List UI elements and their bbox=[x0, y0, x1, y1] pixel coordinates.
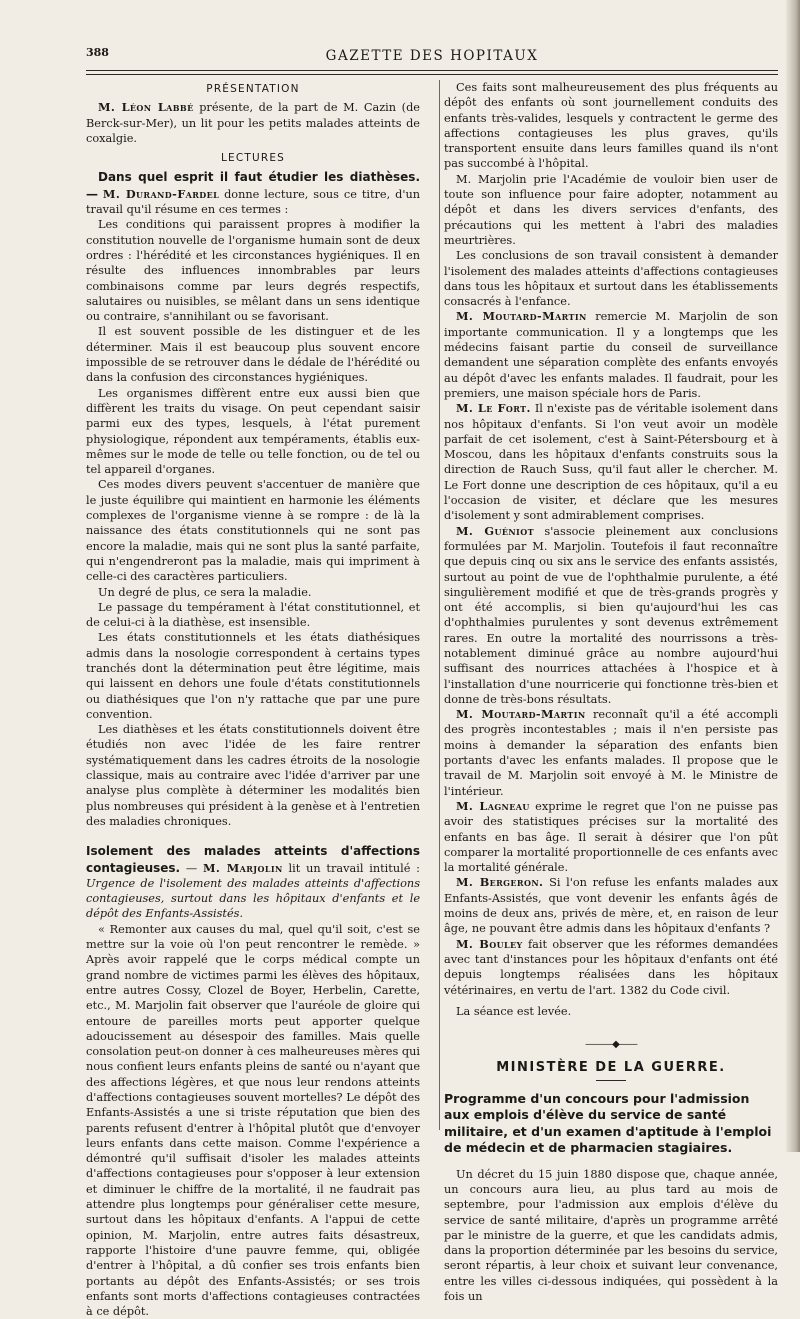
paragraph: Les diathèses et les états constitutionnels doivent être étudiés non avec l'idée de les faire rentrer systématiquement dans les cadres étroits de la nosologie classique, mais au contraire avec l'idée d'arriver par une analyse plus complète à déterminer les modalités bien plus nombreuses qui président à la genèse et à l'entretien des maladies chroniques. bbox=[86, 723, 420, 828]
paragraph-bergeron bbox=[444, 875, 778, 936]
paragraph-text: présente, de la part de M. Cazin (de Berck-sur-Mer), un lit pour les petits malades atteints de coxalgie. bbox=[86, 101, 420, 145]
speaker-name: M. Bergeron. bbox=[456, 875, 544, 890]
paragraph: Il est souvent possible de les distinguer et de les déterminer. Mais il est beaucoup plus souvent encore impossible de se retrouver dans le dédale de l'hérédité ou dans la confusion des circonstances hygiéniques. bbox=[86, 325, 420, 385]
section-title-presentation: PRÉSENTATION bbox=[206, 83, 300, 95]
right-column bbox=[444, 80, 778, 1304]
short-rule bbox=[596, 1080, 626, 1081]
paragraph-gueniot bbox=[444, 524, 778, 708]
header-rule-thin bbox=[86, 74, 778, 75]
paragraph-presentation bbox=[86, 100, 420, 146]
article-heading: Dans quel esprit il faut étudier les diathèses. — bbox=[86, 170, 420, 201]
left-column bbox=[86, 80, 420, 1319]
paragraph-text: Il n'existe pas de véritable isolement dans nos hôpitaux d'enfants. Si l'on veut avoir un modèle parfait de cet isolement, c'est à Saint-Pétersbourg et à Moscou, dans les hôpitaux d'enfants construits sous la direction de Rauch Suss, qu'il faut aller le chercher. M. Le Fort donne une description de ces hôpitaux, qu'il a eu l'occasion de visiter, et déclare que les mesures d'isolement y sont admirablement comprises. bbox=[444, 402, 778, 523]
paragraph-isolement-intro: Isolement des malades atteints d'affections contagieuses. — M. Marjolin lit un travail intitulé : Urgence de l'isolement des malades atteints d'affections contagieuses, surtout dans les hôpitaux d'enfants et le dépôt des Enfants-Assistés. bbox=[86, 844, 420, 921]
paragraph: « Remonter aux causes du mal, quel qu'il soit, c'est se mettre sur la voie où l'on peut rencontrer le remède. » Après avoir rappelé que le corps médical compte un grand nombre de victimes parmi les élèves des hôpitaux, entre autres Cossy, Clozel de Boyer, Herbelin, Carette, etc., M. Marjolin fait observer que l'auréole de gloire qui entoure de pareilles morts peut apporter quelque adoucissement au désespoir des familles. Mais quelle consolation peut-on donner à ces malheureuses mères qui nous confient leurs enfants pleins de santé ou n'ayant que des affections légères, et que nous leur rendons atteints d'affections contagieuses souvent mortelles? Le dépôt des Enfants-Assistés a une si triste réputation que bien des parents refusent d'entrer à l'hôpital plutôt que d'envoyer leurs enfants dans cette maison. Comme l'expérience a démontré qu'il suffisait d'isoler les malades atteints d'affections contagieuses pour s'opposer à leur extension et diminuer le chiffre de la mortalité, il ne faudrait pas attendre plus longtemps pour généraliser cette mesure, surtout dans les hôpitaux d'enfants. A l'appui de cette opinion, M. Marjolin, entre autres faits désastreux, rapporte l'histoire d'une pauvre femme, qui, obligée d'entrer à l'hôpital, a dû confier ses trois enfants bien portants au dépôt des Enfants-Assistés; or ses trois enfants sont morts d'affections contagieuses contractées à ce dépôt. bbox=[86, 922, 420, 1319]
paragraph: Les conclusions de son travail consistent à demander l'isolement des malades atteints d'affections contagieuses dans tous les hôpitaux et surtout dans les établissements consacrés à l'enfance. bbox=[444, 249, 778, 309]
article-heading: Isolement des malades atteints d'affections contagieuses. bbox=[86, 844, 420, 875]
speaker-name: M. Bouley bbox=[456, 936, 523, 951]
paragraph: Les états constitutionnels et les états diathésiques admis dans la nosologie correspondent à certains types tranchés dont la détermination peut être légitime, mais qui laissent en dehors une foule d'états constitutionnels ou diathésiques que l'on n'y rattache que par une pure convention. bbox=[86, 631, 420, 721]
paragraph: Les conditions qui paraissent propres à modifier la constitution nouvelle de l'organisme humain sont de deux ordres : l'hérédité et les circonstances hygiéniques. Il en résulte des influences innombrables par leurs combinaisons comme par leurs degrés respectifs, salutaires ou nuisibles, se mêlant dans un sens identique ou contraire, s'annihilant ou se favorisant. bbox=[86, 218, 420, 324]
paragraph: Les organismes diffèrent entre eux aussi bien que diffèrent les traits du visage. On peut cependant saisir parmi eux des types, lesquels, à l'état purement physiologique, répondent aux tempéraments, établis eux-mêmes sur le mode de telle ou telle fonction, ou de tel ou tel appareil d'organes. bbox=[86, 386, 420, 477]
paragraph-text: s'associe pleinement aux conclusions formulées par M. Marjolin. Toutefois il faut reconnaître que depuis cinq ou six ans le service des enfants assistés, surtout au point de vue de l'ophthalmie purulente, a été singulièrement modifié et que de très-grands progrès y ont été accomplis, si bien qu'aujourd'hui les cas d'ophthalmies purulentes y sont devenus extrêmement rares. En outre la mortalité des nourrissons a très-notablement diminué grâce au nombre aujourd'hui suffisant des nourrices attachées à l'hospice et à l'installation d'une nourricerie qui fonctionne très-bien et donne de très-bons résultats. bbox=[444, 524, 778, 706]
paragraph-text: reconnaît qu'il a été accompli des progrès incontestables ; mais il n'en persiste pas moins à demander la séparation des enfants bien portants d'avec les enfants malades. Il propose que le travail de M. Marjolin soit envoyé à M. le Ministre de l'intérieur. bbox=[444, 708, 778, 798]
paragraph: Ces modes divers peuvent s'accentuer de manière que le juste équilibre qui maintient en harmonie les éléments complexes de l'organisme vienne à se rompre : de là la naissance des états constitutionnels qui ne sont pas encore la maladie, mais qui ne sont plus la santé parfaite, qui n'engendreront pas la maladie, mais qui impriment à celle-ci des caractères particuliers. bbox=[86, 478, 420, 584]
paragraph-moutard-2 bbox=[444, 707, 778, 799]
page-header bbox=[86, 44, 778, 66]
header-rule bbox=[86, 70, 778, 71]
paragraph-diatheses-intro bbox=[86, 169, 420, 217]
journal-title: GAZETTE DES HOPITAUX bbox=[325, 48, 539, 64]
paragraph-text: Si l'on refuse les enfants malades aux Enfants-Assistés, que vont devenir les enfants âgés de moins de deux ans, privés de mère, et, en raison de leur âge, ne pouvant être admis dans les hôpitaux d'enfants ? bbox=[444, 876, 778, 936]
paragraph: Le passage du tempérament à l'état constitutionnel, et de celui-ci à la diathèse, est insensible. bbox=[86, 600, 420, 630]
speaker-name: M. Léon Labbé bbox=[98, 100, 194, 115]
column-divider bbox=[439, 80, 440, 1130]
paragraph: Ces faits sont malheureusement des plus fréquents au dépôt des enfants où sont journellement conduits des enfants très-valides, lesquels y contractent le germe des affections contagieuses les plus graves, qu'ils transportent ensuite dans leurs familles quand ils n'ont pas succombé à l'hôpital. bbox=[444, 81, 778, 171]
article-title-italic: Urgence de l'isolement des malades atteints d'affections contagieuses, surtout dans les hôpitaux d'enfants et le dépôt des Enfants-Assistés. bbox=[86, 876, 420, 921]
paragraph-moutard bbox=[444, 309, 778, 401]
section-title-lectures: LECTURES bbox=[220, 152, 286, 165]
speaker-name: M. Durand-Fardel bbox=[102, 186, 220, 201]
speaker-name: M. Marjolin bbox=[202, 860, 283, 875]
seance-closing: La séance est levée. bbox=[456, 1004, 572, 1018]
paragraph: Un décret du 15 juin 1880 dispose que, chaque année, un concours aura lieu, au plus tard au mois de septembre, pour l'admission aux emplois d'élève du service de santé militaire, d'après un programme arrêté par le ministre de la guerre, et que les candidats admis, dans la proportion déterminée par les besoins du service, seront répartis, à leur choix et suivant leur convenance, entre les villes ci-dessous indiquées, qui possèdent à la fois un bbox=[444, 1167, 778, 1304]
paragraph-text: donne lecture, sous ce titre, d'un travail qu'il résume en ces termes : bbox=[86, 187, 420, 217]
paragraph-lagneau bbox=[444, 799, 778, 875]
page-number: 388 bbox=[86, 46, 109, 59]
paragraph: Un degré de plus, ce sera la maladie. bbox=[98, 585, 312, 599]
speaker-name: M. Le Fort. bbox=[456, 401, 531, 416]
speaker-name: M. Lagneau bbox=[456, 798, 530, 813]
section-ornament: ———◆—— bbox=[585, 1039, 637, 1051]
speaker-name: M. Moutard-Martin bbox=[456, 309, 587, 324]
section-title-ministere: MINISTÈRE DE LA GUERRE. bbox=[496, 1060, 726, 1076]
page-edge bbox=[786, 0, 800, 1152]
speaker-name: M. Guéniot bbox=[456, 523, 534, 538]
paragraph-bouley bbox=[444, 937, 778, 998]
paragraph-lefort bbox=[444, 401, 778, 523]
paragraph-text: lit un travail intitulé : bbox=[288, 861, 420, 875]
programme-title: Programme d'un concours pour l'admission aux emplois d'élève du service de santé militaire, et d'un examen d'aptitude à l'emploi de médecin et de pharmacien stagiaires. bbox=[444, 1090, 772, 1156]
paragraph-text: exprime le regret que l'on ne puisse pas avoir des statistiques précises sur la mortalité des enfants en bas âge. Il serait à désirer que l'on pût comparer la mortalité proportionnelle de ces enfants avec la mortalité générale. bbox=[444, 799, 779, 875]
paragraph: M. Marjolin prie l'Académie de vouloir bien user de toute son influence pour faire adopter, notamment au dépôt et dans les divers services d'enfants, des précautions qui les mettent à l'abri des maladies meurtrières. bbox=[444, 172, 778, 247]
paragraph-text: fait observer que les réformes demandées avec tant d'instances pour les hôpitaux d'enfants ont été depuis longtemps réalisées dans les hôpitaux vétérinaires, en vertu de l'art. 1382 du Code civil. bbox=[444, 937, 779, 997]
paragraph-text: remercie M. Marjolin de son importante communication. Il y a longtemps que les médecins faisant partie du conseil de surveillance demandent une séparation complète des enfants envoyés au dépôt d'avec les enfants malades. Il faudrait, pour les premiers, une maison spéciale hors de Paris. bbox=[444, 310, 778, 400]
speaker-name: M. Moutard-Martin bbox=[456, 707, 586, 722]
